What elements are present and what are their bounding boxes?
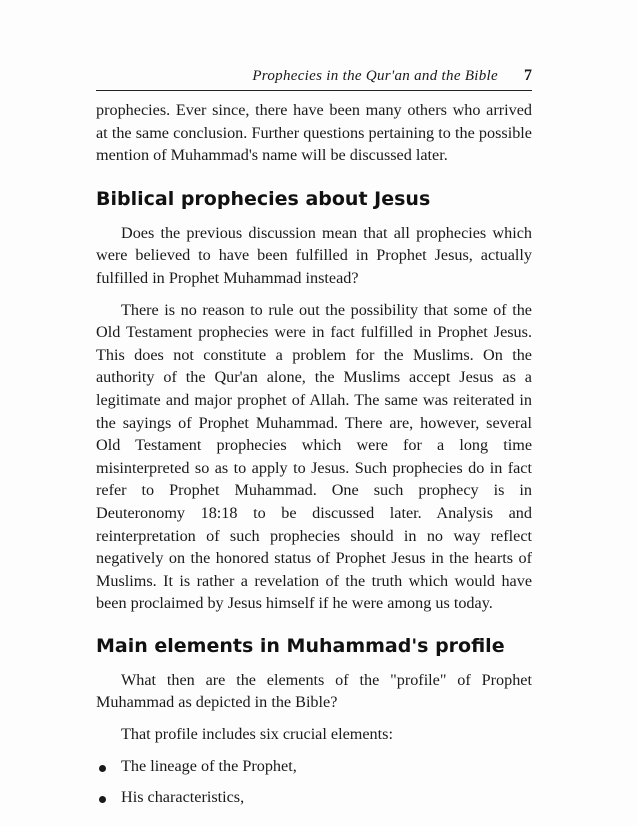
section-heading-jesus-prophecies: Biblical prophecies about Jesus: [96, 187, 431, 210]
running-title: Prophecies in the Qur'an and the Bible: [252, 68, 498, 84]
list-item-text: His characteristics,: [121, 788, 245, 807]
paragraph: There is no reason to rule out the possibility that some of the Old Testament prophecies were in fact fulfilled in Prophet Jesus. This does not constitute a problem for the Muslims. On the authority of the Qur'an alone, the Muslims accept Jesus as a legitimate and major prophet of Allah. The same was reiterated in the sayings of Prophet Muhammad. There are, however, several Old Testament prophecies which were for a long time misinterpreted so as to apply to Jesus. Such prophecies do in fact refer to Prophet Muhammad. One such prophecy is in Deuteronomy 18:18 to be discussed later. Analysis and reinterpretation of such prophecies should in no way reflect negatively on the honored status of Prophet Jesus in the hearts of Muslims. It is rather a revelation of the truth which would have been proclaimed by Jesus himself if he were among us today.: [96, 300, 532, 613]
bullet-icon: [99, 796, 106, 803]
page-number: 7: [524, 67, 532, 84]
paragraph: What then are the elements of the "profile" of Prophet Muhammad as depicted in the Bible?: [96, 670, 532, 712]
paragraph: Does the previous discussion mean that all prophecies which were believed to have been fulfilled in Prophet Jesus, actually fulfilled in Prophet Muhammad instead?: [96, 223, 532, 287]
list-item: [96, 786, 532, 809]
profile-elements-list: [96, 755, 532, 809]
bullet-icon: [99, 765, 106, 772]
section-heading-muhammad-profile: Main elements in Muhammad's profile: [96, 634, 505, 657]
list-item-text: The lineage of the Prophet,: [121, 756, 297, 775]
running-header: [96, 66, 532, 91]
paragraph: That profile includes six crucial elements:: [121, 725, 393, 744]
intro-paragraph: prophecies. Ever since, there have been many others who arrived at the same conclusion. Further questions pertaining to the possible mention of Muhammad's name will be discussed later.: [96, 101, 532, 165]
page-content: [96, 96, 532, 809]
list-item: [96, 755, 532, 778]
